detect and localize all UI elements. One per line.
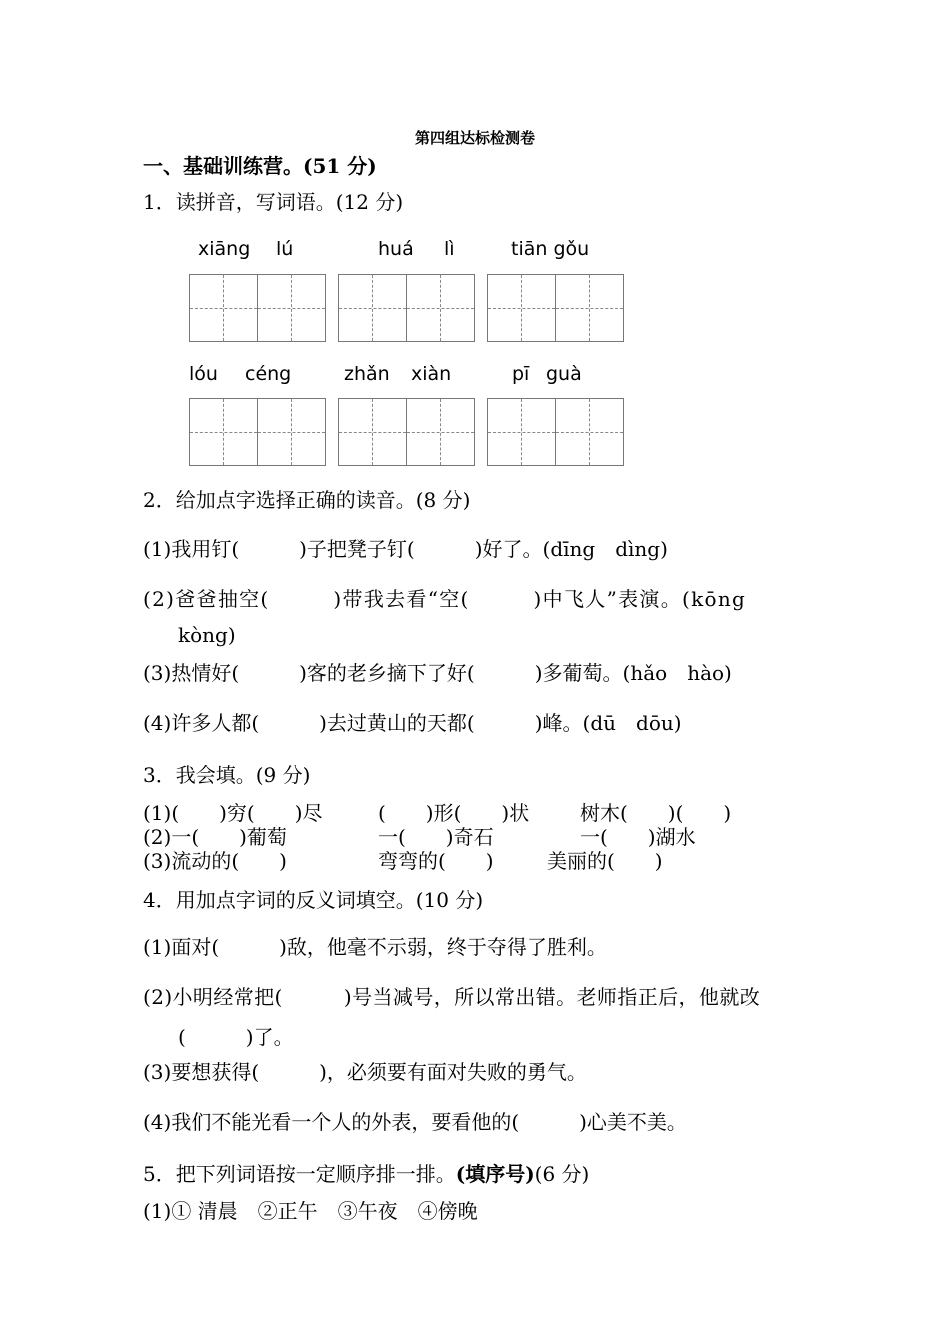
pinyin-label: guà [546,363,582,385]
writing-box-huali[interactable] [338,274,475,342]
pinyin-label: céng [245,363,292,385]
question-5-heading [143,1158,589,1187]
question-2-item: (3)热情好( )客的老乡摘下了好( )多葡萄。(hǎo hào) [143,661,732,685]
question-4-item: (2)小明经常把( )号当减号，所以常出错。老师指正后，他就改 [143,985,761,1009]
section-heading-basics: 一、基础训练营。(51 分) [143,154,377,178]
fill-cell: (3)流动的( ) [143,849,287,873]
fill-cell: ( )形( )状 [378,801,530,825]
question-5-heading-emphasis: (填序号) [455,1162,535,1186]
writing-box-tiangou[interactable] [487,274,624,342]
question-2-item: (2)爸爸抽空( )带我去看“空( )中飞人”表演。(kōng [143,587,747,611]
question-2-item-continuation: kòng) [178,623,236,647]
fill-cell: 一( )奇石 [378,825,494,849]
fill-cell: 美丽的( ) [547,849,663,873]
pinyin-label: lóu [189,363,218,385]
pinyin-label: pī [512,363,530,385]
question-2-item: (1)我用钉( )子把凳子钉( )好了。(dīng dìng) [143,537,668,561]
pinyin-label: tiān gǒu [511,238,590,260]
fill-cell: 弯弯的( ) [378,849,494,873]
question-5-item: (1)① 清晨 ②正午 ③午夜 ④傍晚 [143,1199,478,1223]
pinyin-label: zhǎn [344,363,390,385]
pinyin-label: lì [444,238,455,260]
page-title: 第四组达标检测卷 [414,129,535,147]
writing-box-pigua[interactable] [487,398,624,466]
writing-box-louceng[interactable] [189,398,326,466]
question-1-heading: 1．读拼音，写词语。(12 分) [143,190,404,214]
pinyin-label: lú [276,238,294,260]
question-3-heading: 3．我会填。(9 分) [143,763,311,787]
question-5-heading-text: 5．把下列词语按一定顺序排一排。 [143,1162,456,1186]
question-2-item: (4)许多人都( )去过黄山的天都( )峰。(dū dōu) [143,711,682,735]
fill-cell: (1)( )穷( )尽 [143,801,323,825]
question-4-item: (3)要想获得( )，必须要有面对失败的勇气。 [143,1060,587,1084]
question-4-item: (1)面对( )敌，他毫不示弱，终于夺得了胜利。 [143,935,607,959]
question-2-heading: 2．给加点字选择正确的读音。(8 分) [143,488,471,512]
question-5-heading-score: (6 分) [534,1162,590,1186]
pinyin-label: xiàn [411,363,452,385]
fill-cell: 树木( )( ) [580,801,732,825]
writing-box-zhanxian[interactable] [338,398,475,466]
question-4-item: (4)我们不能光看一个人的外表，要看他的( )心美不美。 [143,1110,687,1134]
fill-cell: (2)一( )葡萄 [143,825,287,849]
question-4-item-continuation: ( )了。 [178,1025,294,1049]
writing-box-xianglu[interactable] [189,274,326,342]
pinyin-label: huá [378,238,414,260]
question-4-heading: 4．用加点字词的反义词填空。(10 分) [143,888,484,912]
fill-cell: 一( )湖水 [580,825,696,849]
pinyin-label: xiāng [198,238,251,260]
